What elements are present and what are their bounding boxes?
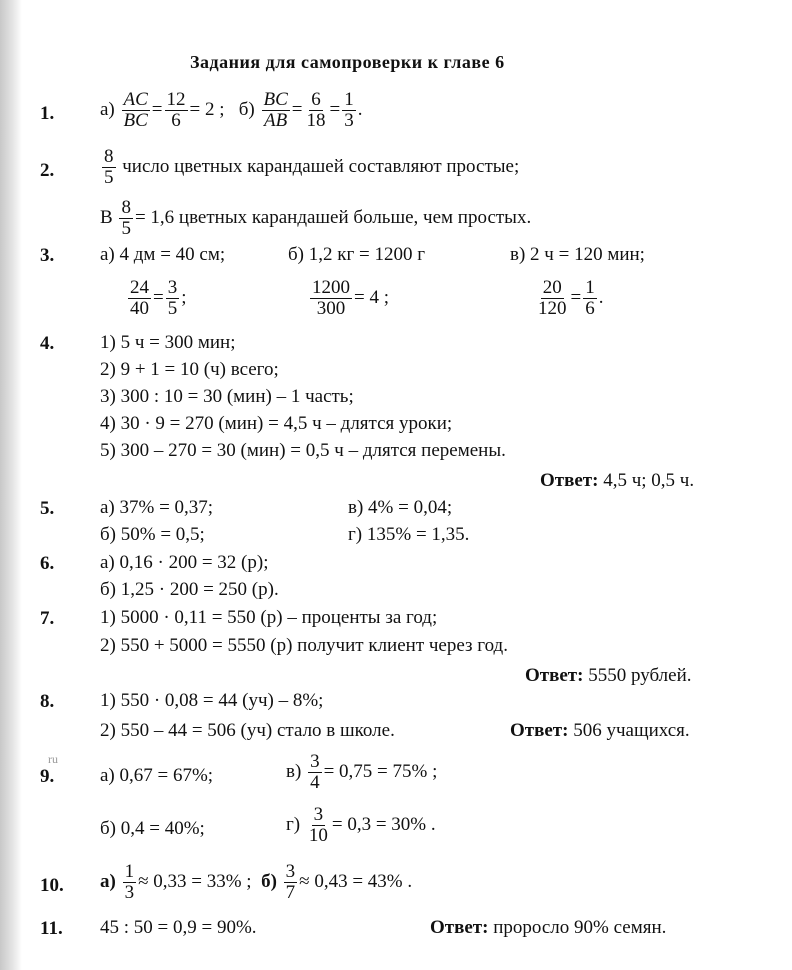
page-title: Задания для самопроверки к главе 6 — [190, 52, 505, 72]
problem-5-number: 5. — [40, 498, 55, 519]
p6-b: б) 1,25 · 200 = 250 (р). — [100, 579, 279, 600]
p5-b: б) 50% = 0,5; — [100, 524, 205, 545]
scan-edge-shadow — [0, 0, 22, 970]
p7-answer: Ответ: 5550 рублей. — [525, 665, 692, 686]
p2-frac-8-5-b: $\frac{8}{5}$ — [121, 197, 131, 240]
p1-frac-ac-bc: $\frac{AC}{BC}$ — [123, 89, 148, 132]
problem-7-number: 7. — [40, 608, 55, 629]
p4-line-1: 1) 5 ч = 300 мин; — [100, 332, 236, 353]
p4-line-5: 5) 300 – 270 = 30 (мин) = 0,5 ч – длятся перемены. — [100, 440, 506, 461]
p1-frac-1-3: $\frac{1}{3}$ — [344, 89, 354, 132]
problem-11-number: 11. — [40, 918, 63, 939]
p3-frac-2: $\frac{1200}{300}$ = 4 ; — [312, 277, 389, 320]
p3-frac-1: $\frac{24}{40}$ = $\frac{3}{5}$ ; — [130, 277, 187, 320]
p3-a: а) 4 дм = 40 см; — [100, 244, 226, 265]
problem-3-number: 3. — [40, 245, 55, 266]
problem-8-number: 8. — [40, 691, 55, 712]
p5-a: а) 37% = 0,37; — [100, 497, 214, 518]
problem-2-line-1: $\frac{8}{5}$ число цветных карандашей составляют простые; — [104, 146, 520, 189]
problem-1-number: 1. — [40, 103, 55, 124]
p7-line-2: 2) 550 + 5000 = 5550 (р) получит клиент через год. — [100, 635, 508, 656]
problem-10-number: 10. — [40, 875, 64, 896]
p4-line-4: 4) 30 · 9 = 270 (мин) = 4,5 ч – длятся уроки; — [100, 413, 453, 434]
p4-line-3: 3) 300 : 10 = 30 (мин) – 1 часть; — [100, 386, 354, 407]
p6-a: а) 0,16 · 200 = 32 (р); — [100, 552, 269, 573]
p1-frac-12-6: $\frac{12}{6}$ — [166, 89, 186, 132]
p9-d: г) $\frac{3}{10}$ = 0,3 = 30% . — [286, 804, 436, 847]
p9-c: в) $\frac{3}{4}$ = 0,75 = 75% ; — [286, 751, 438, 794]
p2-frac-8-5: $\frac{8}{5}$ — [104, 146, 114, 189]
p3-frac-3: $\frac{20}{120}$ = $\frac{1}{6}$ . — [538, 277, 604, 320]
p1-frac-bc-ab: $\frac{BC}{AB}$ — [263, 89, 288, 132]
p8-line-2: 2) 550 – 44 = 506 (уч) стало в школе. — [100, 720, 395, 741]
p5-c: в) 4% = 0,04; — [348, 497, 453, 518]
problem-9-number: 9. — [40, 766, 55, 787]
p9-b: б) 0,4 = 40%; — [100, 818, 205, 839]
p11-answer: Ответ: проросло 90% семян. — [430, 917, 667, 938]
problem-4-number: 4. — [40, 333, 55, 354]
p1-b-label: б) — [238, 99, 255, 120]
p1-frac-6-18: $\frac{6}{18}$ — [306, 89, 326, 132]
p3-b: б) 1,2 кг = 1200 г — [288, 244, 426, 265]
p11-line-1: 45 : 50 = 0,9 = 90%. — [100, 917, 257, 938]
problem-6-number: 6. — [40, 553, 55, 574]
p4-line-2: 2) 9 + 1 = 10 (ч) всего; — [100, 359, 279, 380]
problem-2-line-2: В $\frac{8}{5}$ = 1,6 цветных карандашей больше, чем простых. — [100, 197, 532, 240]
p3-c: в) 2 ч = 120 мин; — [510, 244, 645, 265]
p7-line-1: 1) 5000 · 0,11 = 550 (р) – проценты за год; — [100, 607, 438, 628]
problem-2-number: 2. — [40, 160, 55, 181]
p8-answer: Ответ: 506 учащихся. — [510, 720, 690, 741]
p10-content: а) $\frac{1}{3}$ ≈ 0,33 = 33% ; б) $\frac{3}{7}$ ≈ 0,43 = 43% . — [100, 861, 413, 904]
p8-line-1: 1) 550 · 0,08 = 44 (уч) – 8%; — [100, 690, 324, 711]
problem-1-content: а) $\frac{AC}{BC}$ = $\frac{12}{6}$ = 2 ; б) $\frac{BC}{AB}$ = $\frac{6}{18}$ = $\frac{1}{3}$ . — [100, 89, 363, 132]
p9-a: а) 0,67 = 67%; — [100, 765, 214, 786]
p1-a-label: а) — [100, 99, 115, 120]
watermark: ru — [48, 752, 58, 766]
p4-answer: Ответ: 4,5 ч; 0,5 ч. — [540, 470, 695, 491]
p5-d: г) 135% = 1,35. — [348, 524, 470, 545]
